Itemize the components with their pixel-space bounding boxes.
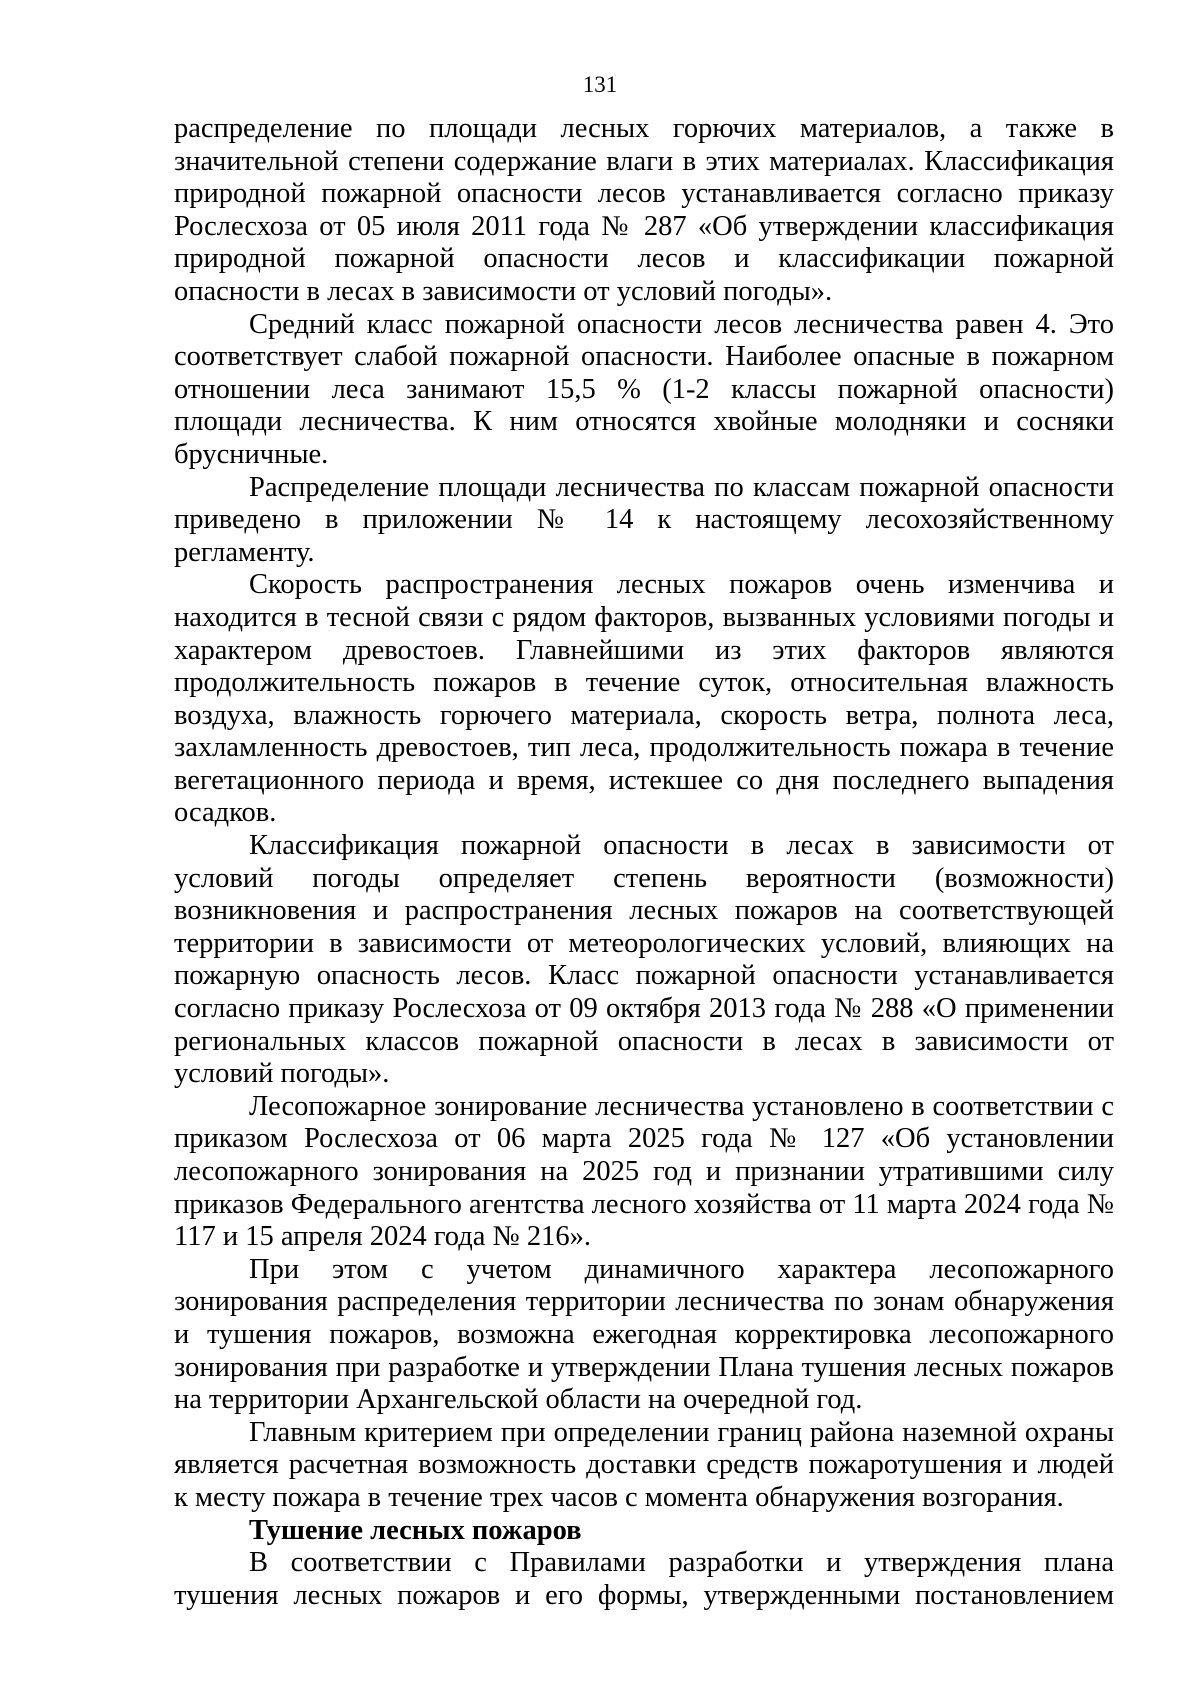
section-heading: Тушение лесных пожаров <box>249 1514 582 1546</box>
paragraph-weather-classification: Классификация пожарной опасности в лесах в зависимости от условий погоды определяет степень вероятности (возможности) возникновения и распространения лесных пожаров на соответствующей территории в зависимости от метеорологических условий, влияющих на пожарную опасность лесов. Класс пожарной опасности устанавливается согласно приказу Рослесхоза от 09 октября 2013 года № 288 «О применении региональных классов пожарной опасности в лесах в зависимости от условий погоды». <box>174 830 1114 1090</box>
paragraph-continuation: распределение по площади лесных горючих материалов, а также в значительной степени содержание влаги в этих материалах. Классификация природной пожарной опасности лесов устанавливается согласно приказу Рослесхоза от 05 июля 2011 года № 287 «Об утверждении классификация природной пожарной опасности лесов и классификации пожарной опасности в лесах в зависимости от условий погоды». <box>174 113 1114 307</box>
paragraph-zoning-correction: При этом с учетом динамичного характера лесопожарного зонирования распределения территории лесничества по зонам обнаружения и тушения пожаров, возможна ежегодная корректировка лесопожарного зонирования при разработке и утверждении Плана тушения лесных пожаров на территории Архангельской области на очередной год. <box>174 1253 1114 1416</box>
paragraph-zoning: Лесопожарное зонирование лесничества установлено в соответствии с приказом Рослесхоза от 06 марта 2025 года № 127 «Об установлении лесопожарного зонирования на 2025 год и признании утратившими силу приказов Федерального агентства лесного хозяйства от 11 марта 2024 года № 117 и 15 апреля 2024 года № 216». <box>174 1090 1114 1253</box>
paragraph-spread-speed: Скорость распространения лесных пожаров очень изменчива и находится в тесной связи с рядом факторов, вызванных условиями погоды и характером древостоев. Главнейшими из этих факторов являются продолжительность пожаров в течение суток, относительная влажность воздуха, влажность горючего материала, скорость ветра, полнота леса, захламленность древостоев, тип леса, продолжительность пожара в течение вегетационного периода и время, истекшее со дня последнего выпадения осадков. <box>174 569 1114 829</box>
document-body <box>174 113 1114 1612</box>
paragraph-distribution: Распределение площади лесничества по классам пожарной опасности приведено в приложении № 14 к настоящему лесохозяйственному регламенту. <box>174 471 1114 568</box>
paragraph-rules: В соответствии с Правилами разработки и утверждения плана тушения лесных пожаров и его формы, утвержденными постановлением <box>174 1547 1114 1611</box>
paragraph-fire-class: Средний класс пожарной опасности лесов лесничества равен 4. Это соответствует слабой пожарной опасности. Наиболее опасные в пожарном отношении леса занимают 15,5 % (1-2 классы пожарной опасности) площади лесничества. К ним относятся хвойные молодняки и сосняки брусничные. <box>174 308 1114 470</box>
paragraph-criterion: Главным критерием при определении границ района наземной охраны является расчетная возможность доставки средств пожаротушения и людей к месту пожара в течение трех часов с момента обнаружения возгорания. <box>174 1416 1114 1513</box>
page-number: 131 <box>582 72 618 97</box>
